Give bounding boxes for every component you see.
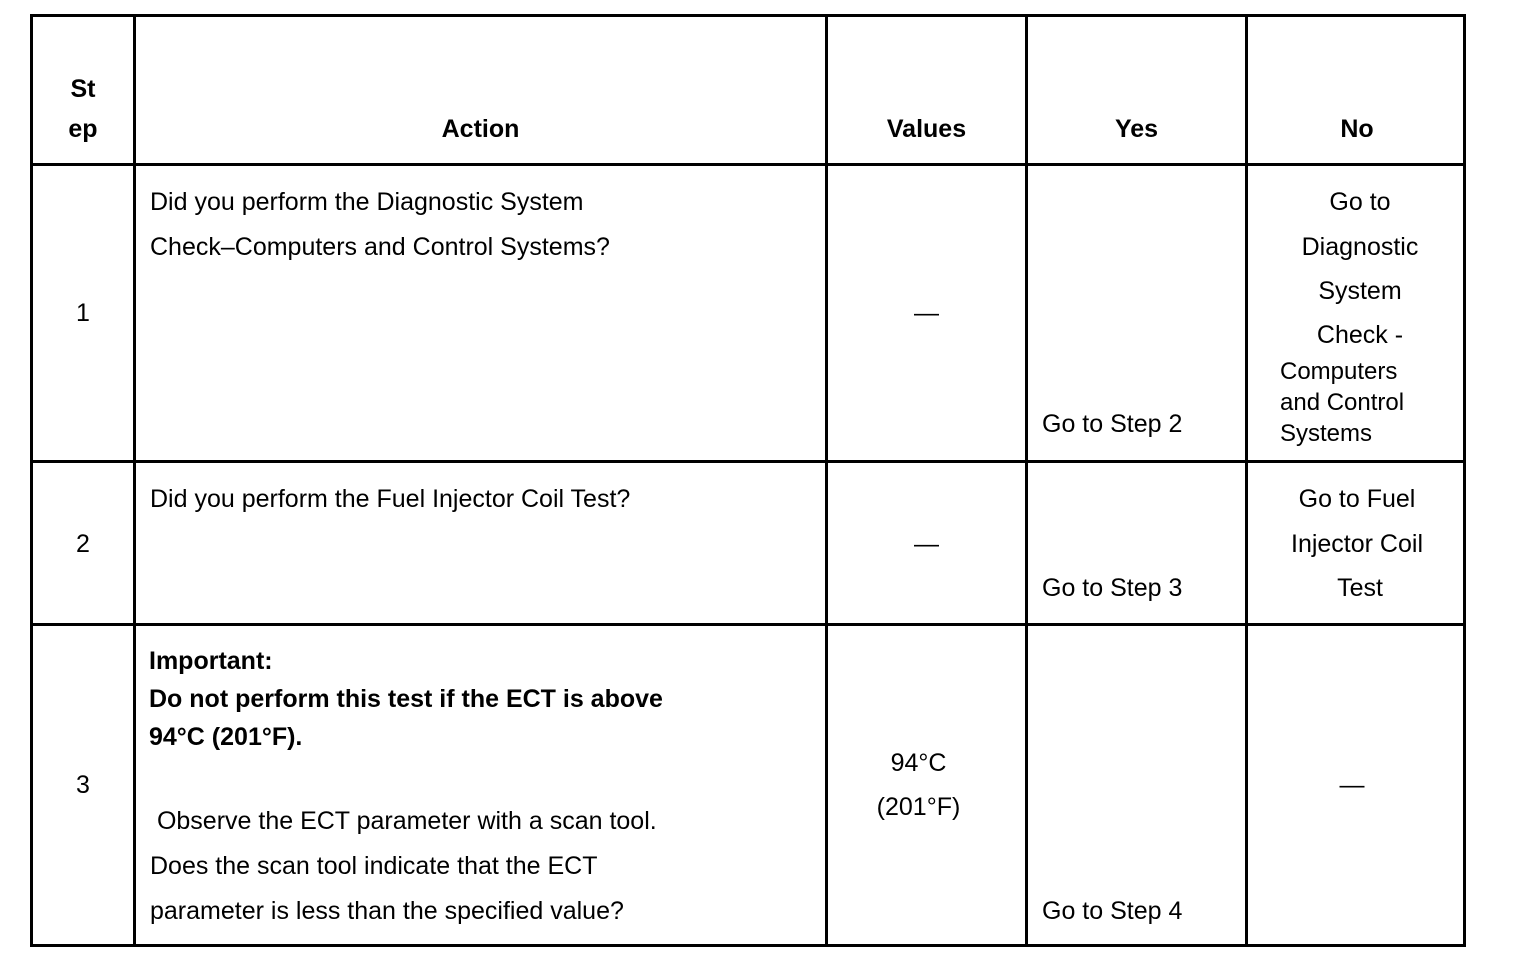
row-divider xyxy=(33,623,1463,626)
header-action: Action xyxy=(441,115,520,143)
action-text: Did you perform the Fuel Injector Coil Test? xyxy=(150,485,631,513)
column-divider xyxy=(1025,17,1028,944)
no-text: Go to xyxy=(1329,188,1391,216)
no-text: Test xyxy=(1337,574,1383,602)
value-text: — xyxy=(914,530,939,558)
no-text: Injector Coil xyxy=(1291,530,1423,558)
no-text: Check - xyxy=(1316,321,1404,349)
column-divider xyxy=(133,17,136,944)
no-text: Diagnostic xyxy=(1301,233,1419,261)
row-divider xyxy=(33,460,1463,463)
header-yes: Yes xyxy=(1114,115,1159,143)
action-text: Check–Computers and Control Systems? xyxy=(150,233,610,261)
no-text: and Control xyxy=(1280,389,1405,416)
header-step-line2: ep xyxy=(68,115,98,143)
value-text: — xyxy=(914,299,939,327)
important-text: 94°C (201°F). xyxy=(149,723,303,751)
action-text: parameter is less than the specified value? xyxy=(150,897,624,925)
diagnostic-table xyxy=(30,14,1466,947)
no-text: — xyxy=(1339,771,1365,799)
header-no: No xyxy=(1340,115,1374,143)
row-divider xyxy=(33,163,1463,166)
no-text: Go to Fuel xyxy=(1298,485,1416,513)
header-values: Values xyxy=(886,115,967,143)
value-text: (201°F) xyxy=(876,793,961,821)
step-number: 1 xyxy=(76,299,90,327)
action-text: Observe the ECT parameter with a scan tool. xyxy=(150,807,657,835)
value-text: 94°C xyxy=(890,749,947,777)
header-step-line1: St xyxy=(70,75,96,103)
step-number: 2 xyxy=(76,530,90,558)
no-text: Computers xyxy=(1280,358,1398,385)
no-text: Systems xyxy=(1280,420,1373,447)
important-text: Do not perform this test if the ECT is above xyxy=(149,685,663,713)
important-label: Important: xyxy=(149,647,273,675)
yes-link[interactable]: Go to Step 2 xyxy=(1042,410,1183,438)
action-text: Does the scan tool indicate that the ECT xyxy=(150,852,598,880)
no-text: System xyxy=(1318,277,1402,305)
action-text: Did you perform the Diagnostic System xyxy=(150,188,584,216)
header-step xyxy=(33,69,133,149)
step-number: 3 xyxy=(76,771,90,799)
yes-link[interactable]: Go to Step 3 xyxy=(1042,574,1183,602)
yes-link[interactable]: Go to Step 4 xyxy=(1042,897,1183,925)
